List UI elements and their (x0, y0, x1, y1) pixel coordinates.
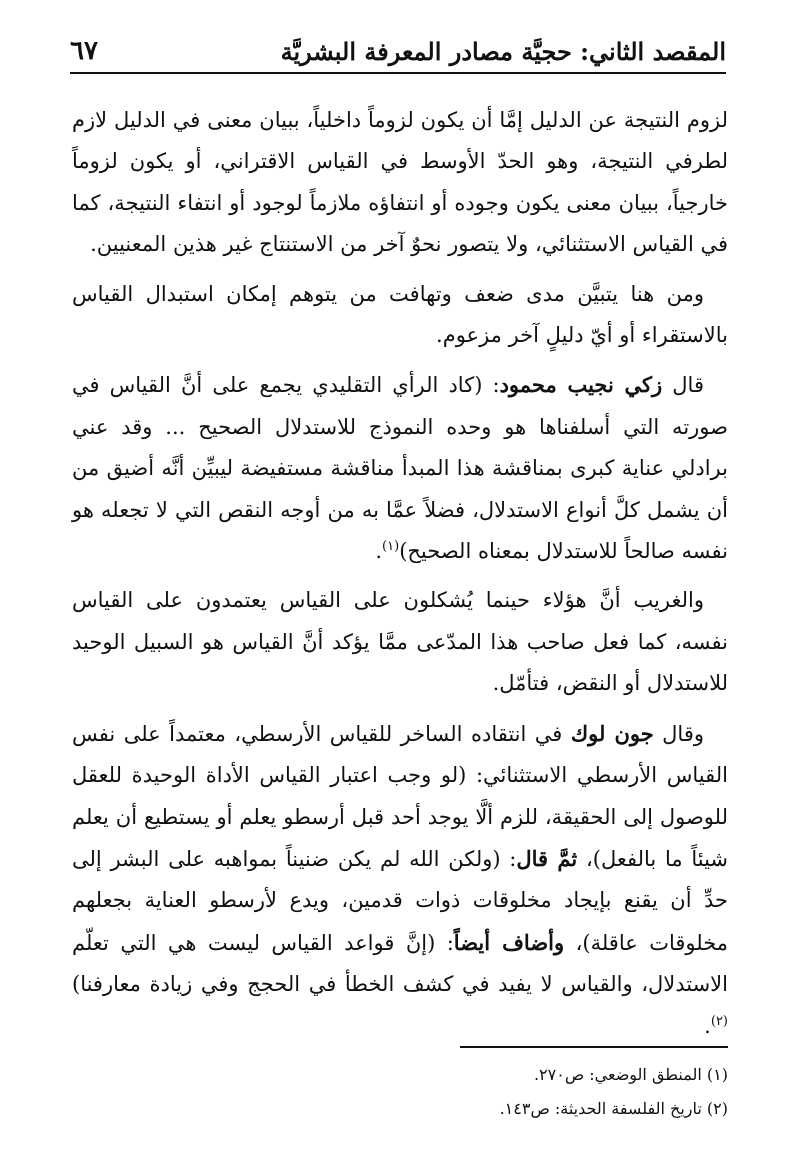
page-number: ٦٧ (70, 36, 98, 66)
main-text (72, 100, 728, 1055)
page-header (70, 20, 726, 74)
paragraph-1: لزوم النتيجة عن الدليل إمَّا أن يكون لزوماً داخلياً، ببيان معنى في الدليل لازم لطرفي النتيجة، وهو الحدّ الأوسط في القياس الاقتراني، أو يكون لزوماً خارجياً، ببيان معنى يكون وجوده أو انتفاؤه ملازماً لوجود أو انتفاء النتيجة، كما في القياس الاستثنائي، ولا يتصور نحوٌ آخر من الاستنتاج غير هذين المعنيين. (72, 108, 728, 257)
footnote-ref-1: (١) (382, 539, 400, 555)
footnote-2: (٢) تاريخ الفلسفة الحديثة: ص١٤٣. (499, 1099, 728, 1118)
footnote-1: (١) المنطق الوضعي: ص٢٧٠. (533, 1065, 728, 1084)
paragraph-4: والغريب أنَّ هؤلاء حينما يُشكلون على القياس يعتمدون على القياس نفسه، كما فعل صاحب هذا المدّعى ممَّا يؤكد أنَّ القياس هو السبيل الوحيد للاستدلال أو النقض، فتأمّل. (72, 588, 728, 696)
paragraph-3-quote: : (كاد الرأي التقليدي يجمع على أنَّ القياس في صورته التي أسلفناها هو وحده النموذج للاستدلال الصحيح ... وقد عني برادلي عناية كبرى بمناقشة هذا المبدأ مناقشة مستفيضة ليبيِّن أنَّه أضيق من أن يشمل كلَّ أنواع الاستدلال، فضلاً عمَّا به من أوجه النقص التي لا تجعله هو نفسه صالحاً للاستدلال بمعناه الصحيح) (72, 373, 728, 564)
paragraph-5-text-1: في انتقاده الساخر للقياس الأرسطي، معتمداً على نفس القياس الأرسطي الاستثنائي: (لو وجب اعتبار القياس الأداة الوحيدة للعقل للوصول إلى الحقيقة، للزم ألَّا يوجد أحد قبل أرسطو يعلم أو يستطيع أن يعلم شيئاً ما بالفعل)، (72, 721, 729, 871)
added-also-phrase: وأضاف أيضاً (453, 929, 565, 955)
paragraph-5-text-2: : (ولكن الله لم يكن ضنيناً بمواهبه على البشر إلى حدِّ أن يقنع بإيجاد مخلوقات ذوات قدمين، ويدع لأرسطو العناية بجعلهم مخلوقات عاقلة)، (72, 846, 729, 955)
footnote-divider (460, 1046, 728, 1048)
paragraph-3-lead: قال (662, 373, 704, 398)
then-said-phrase: ثمَّ قال (516, 845, 578, 871)
paragraph-5-lead: وقال (653, 721, 705, 746)
running-title: المقصد الثاني: حجيَّة مصادر المعرفة البشريَّة (280, 37, 726, 66)
paragraph-2: ومن هنا يتبيَّن مدى ضعف وتهافت من يتوهم إمكان استبدال القياس بالاستقراء أو أيّ دليلٍ آخر مزعوم. (72, 281, 728, 348)
paragraph-5: وقال جون لوك في انتقاده الساخر للقياس الأرسطي، معتمداً على نفس القياس الأرسطي الاستثنائي: (لو وجب اعتبار القياس الأداة الوحيدة للعقل للوصول إلى الحقيقة، للزم ألَّا يوجد أحد قبل أرسطو يعلم أو يستطيع أن يعلم شيئاً ما بالفعل)، ثمَّ قال: (ولكن الله لم يكن ضنيناً بمواهبه على البشر إلى حدِّ أن يقنع بإيجاد مخلوقات ذوات قدمين، ويدع لأرسطو العناية بجعلهم مخلوقات عاقلة)، وأضاف أيضاً: (إنَّ قواعد القياس ليست هي التي تعلّم الاستدلال، والقياس لا يفيد في كشف الخطأ في الحجج وفي زيادة معارفنا)$^{(٢)}$. (72, 720, 729, 1038)
footnotes (72, 1058, 728, 1126)
quoted-author-name-2: جون لوك (570, 720, 654, 746)
quoted-author-name: زكي نجيب محمود (499, 372, 663, 398)
paragraph-3: قال زكي نجيب محمود: (كاد الرأي التقليدي يجمع على أنَّ القياس في صورته التي أسلفناها هو وحده النموذج للاستدلال الصحيح ... وقد عني برادلي عناية كبرى بمناقشة هذا المبدأ مناقشة مستفيضة ليبيِّن أنَّه أضيق من أن يشمل كلَّ أنواع الاستدلال، فضلاً عمَّا به من أوجه النقص التي لا تجعله هو نفسه صالحاً للاستدلال بمعناه الصحيح)$^{(١)}$. (72, 372, 728, 564)
paragraph-5-text-3: : (إنَّ قواعد القياس ليست هي التي تعلّم الاستدلال، والقياس لا يفيد في كشف الخطأ في الحجج وفي زيادة معارفنا) (72, 930, 728, 997)
footnote-ref-2: (٢) (710, 1013, 728, 1029)
